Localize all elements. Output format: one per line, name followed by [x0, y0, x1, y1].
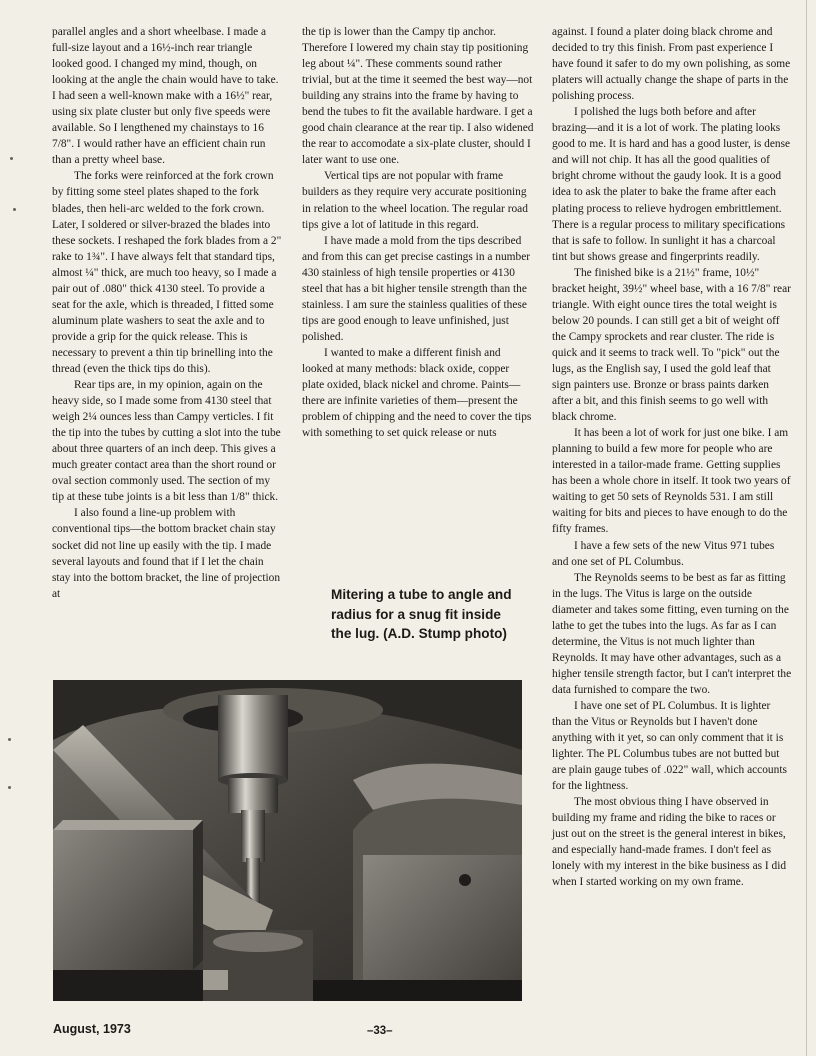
paragraph: the tip is lower than the Campy tip anchor. Therefore I lowered my chain stay tip positioning leg about ¼". These comments sound rather trivial, but at the time it seemed the best way—not building any strains into the frame by having to bend the tubes to fit the available hardware. I get a good chain clearance at the rear tip. I also widened the rear to accomodate a six-plate cluster, should I later want to use one. [302, 26, 534, 167]
article-column-2 [302, 24, 534, 441]
photo-caption: Mitering a tube to angle and radius for a snug fit inside the lug. (A.D. Stump photo) [331, 587, 512, 642]
paragraph: parallel angles and a short wheelbase. I made a full-size layout and a 16½-inch rear triangle looked good. I changed my mind, though, on looking at the angle the chain would have to take. I had seen a well-known make with a 16½" rear, using six plate cluster but only five speeds were available. So I lengthened my chainstays to 16 7/8". I would rather have an efficient chain run than a pretty wheel base. [52, 26, 279, 167]
paragraph: I have made a mold from the tips described and from this can get precise castings in a number 430 stainless of high tensile properties or 4130 steel that has a bit higher tensile strength than the stainless. I am sure the stainless qualities of these tips are good enough to leave unfinished, just polished. [302, 234, 531, 343]
binding-hole-mark [10, 157, 13, 160]
paragraph: I have a few sets of the new Vitus 971 tubes and one set of PL Columbus. [552, 539, 775, 568]
page-edge-rule [806, 0, 807, 1056]
paragraph: against. I found a plater doing black chrome and decided to try this finish. From past experience I have found it safer to do my own polishing, as some platers will actually change the shape of parts in the polishing process. [552, 26, 791, 103]
milling-machine-photo [53, 680, 522, 1001]
page-number: –33– [367, 1025, 393, 1037]
issue-date: August, 1973 [53, 1022, 131, 1036]
paragraph: The most obvious thing I have observed in building my frame and riding the bike to races or just out on the street is the general interest in bikes, and especially hand-made frames. I don't feel as lonely with my interest in the bike business as I did when I started working on my own frame. [552, 796, 787, 889]
binding-hole-mark [13, 208, 16, 211]
paragraph: I polished the lugs both before and after brazing—and it is a lot of work. The plating looks good to me. It is hard and has a good luster, is dense and will not chip. It has all the good qualities of bright chrome without the gaudy look. It is a good idea to ask the plater to bake the frame after each plating process to relieve hydrogen embrittlement. There is a regular process to military specifications that is safe to follow. In sunlight it has a charcoal tint but shows grease and fingerprints readily. [552, 106, 791, 263]
article-column-1 [52, 24, 284, 602]
paragraph: The forks were reinforced at the fork crown by fitting some steel plates shaped to the fork blades, then heli-arc welded to the fork crown. Later, I soldered or silver-brazed the blades into these sockets. I reshaped the fork blades from a 2" rake to 1¾". I have always felt that standard tips, almost ¼" thick, are much too heavy, so I made a pair out of .080" thick 4130 steel. To provide a seat for the axle, which is threaded, I fitted some aluminum plate washers to seat the axle and to provide a grip for the quick release. This is necessary to prevent a thin tip brinelling into the thread (even the thick tips do this). [52, 170, 282, 375]
binding-hole-mark [8, 738, 11, 741]
paragraph: I wanted to make a different finish and looked at many methods: black oxide, copper plate oxided, black nickel and chrome. Paints—there are infinite varieties of them—present the problem of chipping and the need to cover the tips with something to set quick release or nuts [302, 346, 532, 440]
paragraph: Rear tips are, in my opinion, again on the heavy side, so I made some from 4130 steel that weigh 2¼ ounces less than Campy verticles. I fit the tip into the tubes by cutting a slot into the tube about three quarters of an inch deep. This gives a much greater contact area than the short round or oval section commonly used. The section of my tip at these tube joints is a bit less than 1/8" thick. [52, 379, 281, 504]
article-column-3 [552, 24, 792, 891]
paragraph: I also found a line-up problem with conventional tips—the bottom bracket chain stay socket did not line up easily with the tip. I made several layouts and found that if I let the chain stay into the bottom bracket, the line of projection at [52, 507, 281, 600]
paragraph: I have one set of PL Columbus. It is lighter than the Vitus or Reynolds but I haven't done anything with it yet, so can only comment that it is lighter. The PL Columbus tubes are not butted but are plain gauge tubes of .022" wall, which accounts for the lightness. [552, 699, 787, 793]
binding-hole-mark [8, 786, 11, 789]
paragraph: Vertical tips are not popular with frame builders as they require very accurate positioning in relation to the wheel location. The regular road tips give a lot of latitude in this regard. [302, 170, 528, 231]
paragraph: The finished bike is a 21½" frame, 10½" bracket height, 39½" wheel base, with a 16 7/8" rear triangle. With eight ounce tires the total weight is below 20 pounds. I can still get a bit of weight off the Campy sprockets and rear cluster. The ride is quick and it seems to track well. To "pick" out the lugs, as the English say, I used the gold leaf that sign painters use. Bronze or brass paints darken after a bit, and this finish seems to go well with black chrome. [552, 266, 791, 424]
photo-illustration [53, 680, 522, 1001]
paragraph: It has been a lot of work for just one bike. I am planning to build a few more for people who are interested in a tailor-made frame. Getting supplies has been a whole chore in itself. It took two years of waiting to get 50 sets of Reynolds 531. I am still waiting for bits and pieces to have enough to do the fifty frames. [552, 427, 791, 536]
paragraph: The Reynolds seems to be best as far as fitting in the lugs. The Vitus is large on the outside diameter and takes some fitting, even turning on the lathe to get the tubes into the lugs. As far as I can determine, the Vitus is not much lighter than Reynolds. It may have other advantages, such as a higher tensile strength factor, but I can't interpret the data furnished to compare the two. [552, 571, 792, 696]
